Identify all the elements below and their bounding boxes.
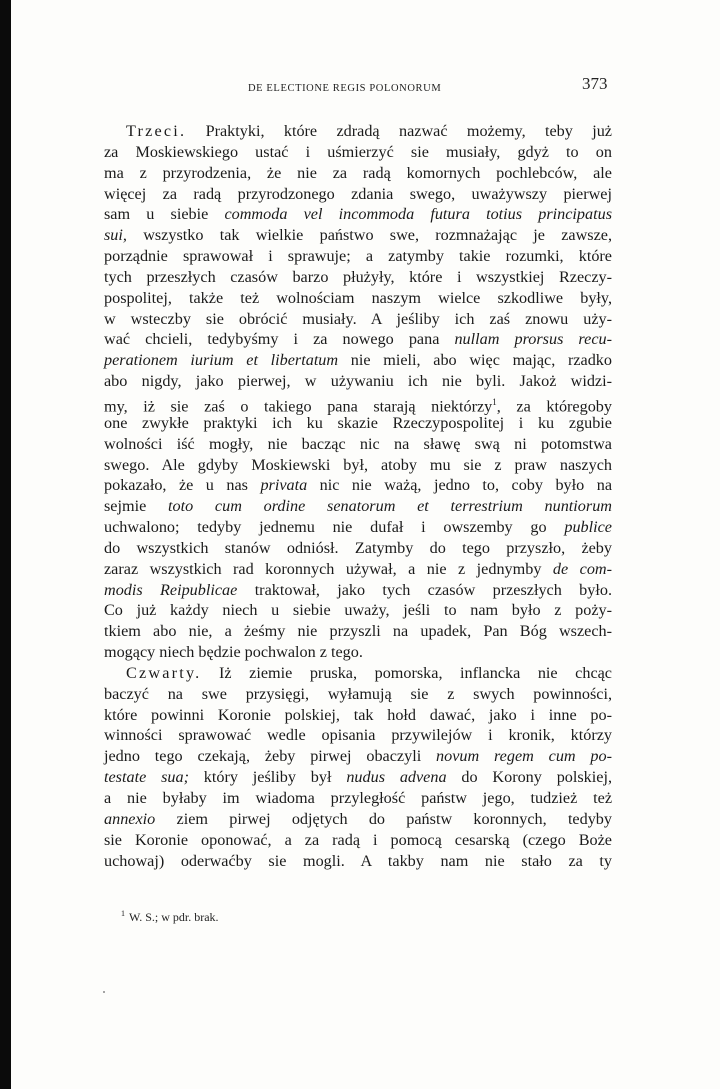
text-run: my, iż sie zaś o takiego pana starają niektórzy	[104, 397, 493, 416]
latin-phrase: testate sua;	[104, 768, 189, 787]
text-run: one zwykłe praktyki ich ku skazie Rzeczypospolitej i ku zgubie	[104, 413, 612, 432]
text-line	[104, 475, 612, 496]
text-line	[104, 121, 612, 142]
text-run: wolności iść mogły, nie bacząc nic na sławę swą ni potomstwa	[104, 434, 612, 453]
text-run: tych przeszłych czasów barzo płużyły, które i wszystkiej Rzeczy-	[104, 267, 612, 286]
text-run: swego. Ale gdyby Moskiewski był, atoby mu sie z praw naszych	[104, 455, 612, 474]
text-line	[104, 851, 612, 872]
text-line	[104, 413, 612, 434]
section-heading-word: Trzeci.	[126, 122, 187, 140]
text-line	[104, 663, 612, 684]
main-text	[104, 121, 612, 871]
latin-phrase: perationem iurium et libertatum	[104, 351, 339, 370]
latin-phrase: nullam prorsus recu-	[454, 330, 612, 349]
text-run: traktował, jako tych czasów przeszłych było.	[237, 580, 613, 599]
binding-edge	[0, 0, 11, 1089]
text-run: ma z przyrodzenia, że nie za radą komornych pochlebców, ale	[104, 163, 612, 182]
latin-phrase: commoda vel incommoda futura totius principatus	[224, 205, 612, 224]
text-run: pokazało, że u nas	[104, 476, 261, 495]
text-line	[104, 142, 612, 163]
text-line	[104, 184, 612, 205]
running-header: DE ELECTIONE REGIS POLONORUM	[248, 83, 442, 94]
text-run: a nie byłaby im wiadoma przyległość państw jego, tudzież też	[104, 789, 612, 807]
latin-phrase: nudus advena	[346, 768, 447, 787]
text-line	[104, 288, 612, 309]
text-run: wać chcieli, tedybyśmy i za nowego pana	[104, 330, 455, 349]
text-line	[104, 517, 612, 538]
text-line	[104, 809, 612, 830]
text-line	[104, 204, 612, 225]
text-line	[104, 767, 612, 788]
text-run: więcej za radą przyrodzonego zdania swego, uważywszy pierwej	[104, 184, 612, 203]
text-run: uchwalono; tedyby jednemu nie dufał i owszemby go	[104, 518, 565, 537]
text-line	[104, 621, 612, 642]
text-run: Praktyki, które zdradą nazwać możemy, teby już	[186, 122, 612, 140]
text-run: nie mieli, abo więc mając, rzadko	[338, 351, 612, 370]
latin-phrase: sui,	[104, 226, 127, 245]
text-run: Co już każdy niech u siebie uważy, jeśli to nam było z poży-	[104, 601, 612, 620]
text-run: porządnie sprawował i sprawuje; a zatymby takie rozumki, które	[104, 247, 612, 266]
text-line	[104, 455, 612, 476]
text-run: sie Koronie oponować, a za radą i pomocą cesarską (czego Boże	[104, 830, 612, 849]
text-line	[104, 267, 612, 288]
text-run: uchowaj) oderwaćby sie mogli. A takby nam nie stało za ty	[104, 851, 612, 870]
text-run: jedno tego czekają, żeby pirwej obaczyli	[104, 747, 437, 766]
text-run: ziem pirwej odjętych do państw koronnych, tedyby	[155, 809, 612, 828]
text-run: nic nie ważą, jedno to, coby było na	[307, 476, 613, 495]
latin-phrase: annexio	[104, 809, 156, 828]
text-run: winności sprawować wedle opisania przywilejów i kronik, którzy	[104, 726, 612, 745]
footnote-reference: 1	[492, 396, 497, 407]
text-run: pospolitej, także też wolnościam naszym wielce szkodliwe były,	[104, 288, 612, 307]
section-heading-word: Czwarty.	[126, 663, 202, 682]
text-run: mogący niech będzie pochwalon z tego.	[104, 643, 363, 662]
text-run: wszystko tak wielkie państwo swe, rozmnażając je zawsze,	[126, 226, 612, 245]
text-line	[104, 350, 612, 371]
page-number: 373	[582, 74, 608, 93]
text-run: które powinni Koronie polskiej, tak hołd dawać, jako i inne po-	[104, 705, 612, 724]
text-run: tkiem abo nie, a żeśmy nie przyszli na upadek, Pan Bóg wszech-	[104, 622, 612, 641]
text-line	[104, 246, 612, 267]
latin-phrase: de com-	[552, 559, 612, 578]
footnote-text: W. S.; w pdr. brak.	[129, 910, 219, 924]
text-run: za Moskiewskiego ustać i uśmierzyć sie musiały, gdyż to on	[104, 142, 612, 161]
latin-phrase: novum regem cum po-	[436, 747, 613, 766]
text-line	[104, 225, 612, 246]
text-run: , za któregoby	[496, 397, 612, 416]
text-line	[104, 559, 612, 580]
text-line	[104, 788, 612, 809]
text-run: do Korony polskiej,	[446, 768, 612, 787]
text-run: abo nigdy, jako pierwej, w używaniu ich nie byli. Jakoż widzi-	[104, 372, 612, 391]
text-line	[104, 538, 612, 559]
text-line	[104, 371, 612, 392]
text-line	[104, 600, 612, 621]
text-run: w wsteczby sie obrócić musiały. A jeśliby ich zaś znowu uży-	[104, 309, 612, 328]
text-run: sejmie	[104, 497, 168, 516]
footnote-marker: 1	[121, 909, 125, 918]
text-line	[104, 642, 612, 663]
text-run: zaraz wszystkich rad koronnych używał, a nie z jednymby	[104, 559, 553, 578]
text-line	[104, 580, 612, 601]
text-line	[104, 725, 612, 746]
text-run: który jeśliby był	[188, 768, 347, 787]
paper-speck	[103, 991, 105, 993]
latin-phrase: privata	[260, 476, 308, 495]
text-run: baczyć na swe przysięgi, wyłamują sie z swych powinności,	[104, 684, 612, 703]
text-line	[104, 309, 612, 330]
text-line	[104, 496, 612, 517]
text-line	[104, 830, 612, 851]
text-line	[104, 392, 612, 416]
footnote	[121, 909, 219, 925]
text-line	[104, 434, 612, 455]
text-line	[104, 684, 612, 705]
text-run: Iż ziemie pruska, pomorska, inflancka nie chcąc	[201, 663, 612, 682]
latin-phrase: toto cum ordine senatorum et terrestrium nuntiorum	[168, 497, 612, 516]
text-line	[104, 746, 612, 767]
text-run: sam u siebie	[104, 205, 225, 224]
text-line	[104, 705, 612, 726]
text-line	[104, 329, 612, 350]
text-line	[104, 163, 612, 184]
latin-phrase: modis Reipublicae	[104, 580, 238, 599]
text-run: do wszystkich stanów odniósł. Zatymby do tego przyszło, żeby	[104, 538, 612, 557]
latin-phrase: publice	[564, 518, 612, 537]
